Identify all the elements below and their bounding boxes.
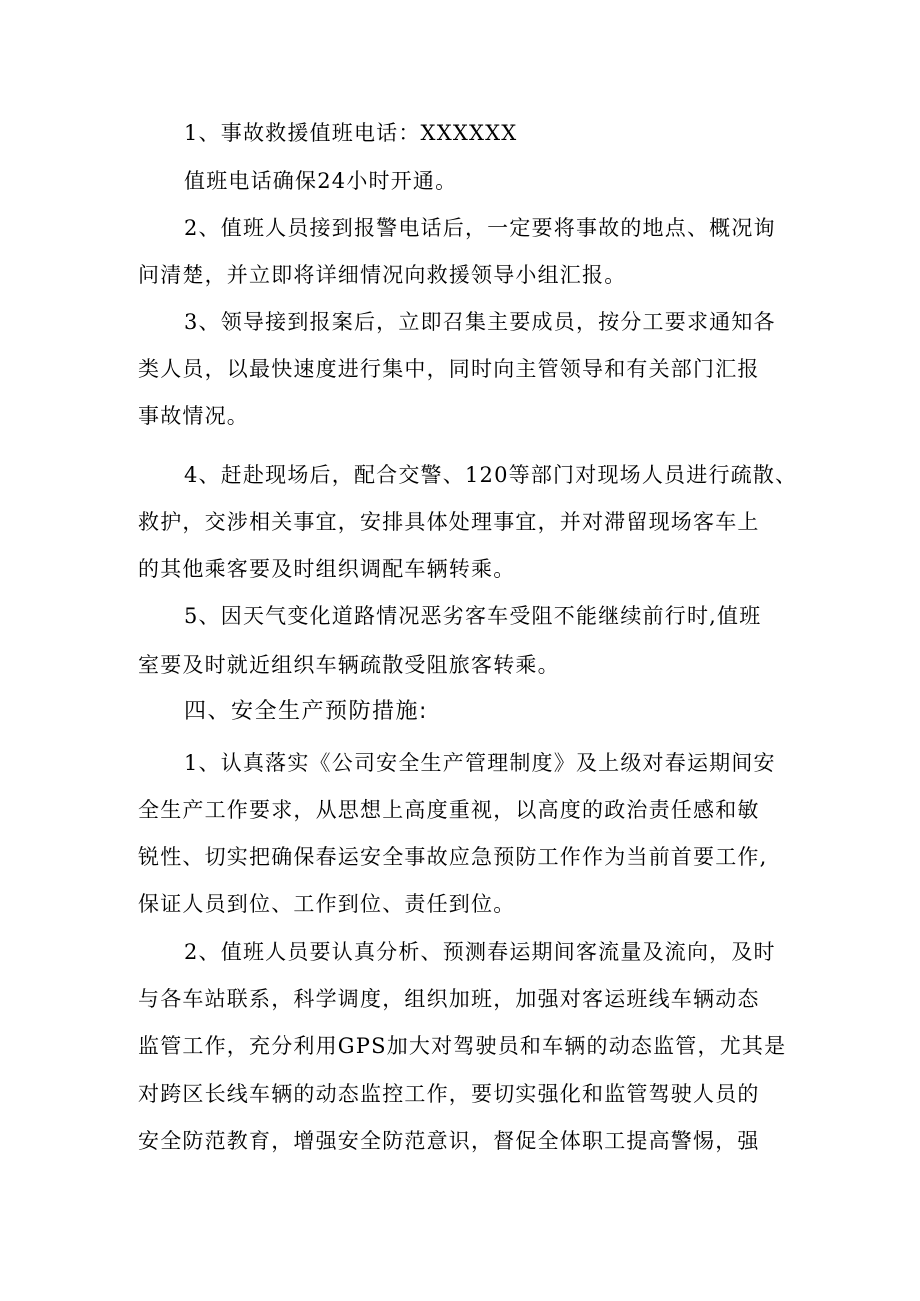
- measure-2-line-4: 对跨区长线车辆的动态监控工作，要切实强化和监管驾驶人员的: [138, 1082, 760, 1106]
- measure-2-line-2: 与各车站联系，科学调度，组织加班，加强对客运班线车辆动态: [138, 987, 760, 1011]
- measure-1-line-4: 保证人员到位、工作到位、责任到位。: [138, 892, 516, 916]
- measure-2-line-3: 监管工作，充分利用GPS加大对驾驶员和车辆的动态监管，尤其是: [138, 1034, 787, 1058]
- measure-1-line-3: 锐性、切实把确保春运安全事故应急预防工作作为当前首要工作,: [138, 845, 768, 869]
- section-heading: 四、安全生产预防措施:: [184, 699, 428, 724]
- measure-2-line-5: 安全防范教育，增强安全防范意识，督促全体职工提高警惕，强: [138, 1129, 760, 1153]
- measure-2-line-1: 2、值班人员要认真分析、预测春运期间客流量及流向，及时: [184, 940, 776, 964]
- item-2-line-1: 2、值班人员接到报警电话后，一定要将事故的地点、概况询: [184, 216, 776, 240]
- item-5-line-2: 室要及时就近组织车辆疏散受阻旅客转乘。: [138, 653, 560, 677]
- item-5-line-1: 5、因天气变化道路情况恶劣客车受阻不能继续前行时,值班: [184, 604, 762, 628]
- item-4-line-3: 的其他乘客要及时组织调配车辆转乘。: [138, 557, 516, 581]
- item-4-line-2: 救护，交涉相关事宜，安排具体处理事宜，并对滞留现场客车上: [138, 510, 760, 534]
- item-3-line-2: 类人员，以最快速度进行集中，同时向主管领导和有关部门汇报: [138, 357, 760, 381]
- measure-1-line-1: 1、认真落实《公司安全生产管理制度》及上级对春运期间安: [184, 751, 776, 775]
- item-3-line-1: 3、领导接到报案后，立即召集主要成员，按分工要求通知各: [184, 310, 776, 334]
- item-3-line-3: 事故情况。: [138, 404, 249, 428]
- item-4-line-1: 4、赶赴现场后，配合交警、120等部门对现场人员进行疏散、: [184, 463, 798, 487]
- item-2-line-2: 问清楚，并立即将详细情况向救援领导小组汇报。: [138, 263, 627, 287]
- measure-1-line-2: 全生产工作要求，从思想上高度重视，以高度的政治责任感和敏: [138, 798, 760, 822]
- item-1-line-2: 值班电话确保24小时开通。: [184, 169, 458, 193]
- item-1-line-1: 1、事故救援值班电话：XXXXXX: [184, 121, 518, 145]
